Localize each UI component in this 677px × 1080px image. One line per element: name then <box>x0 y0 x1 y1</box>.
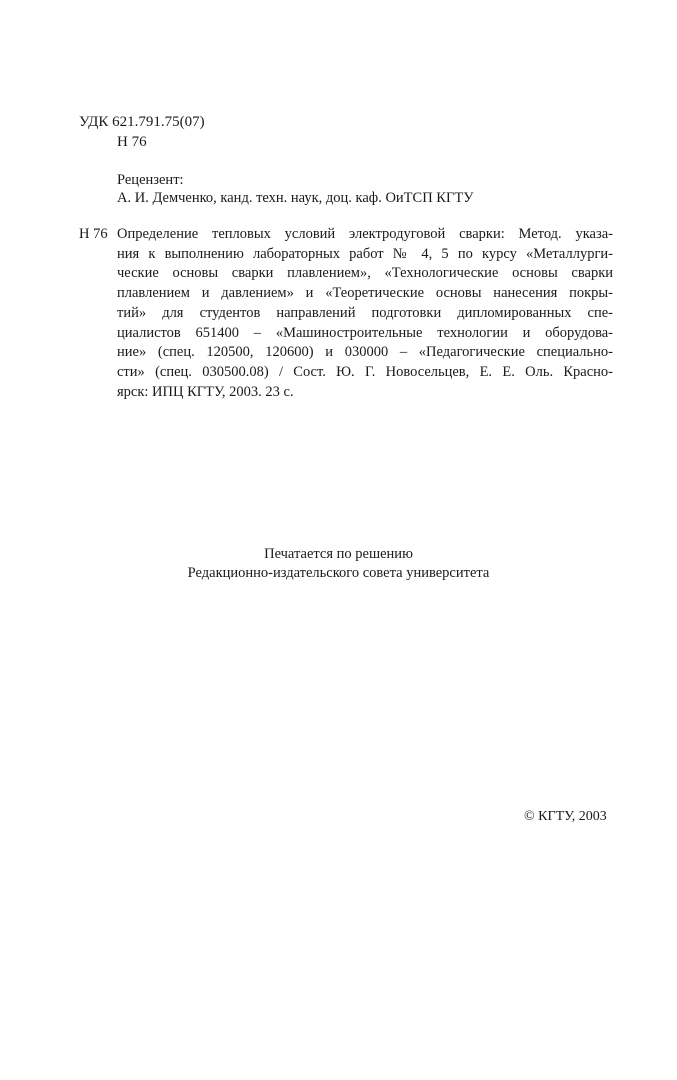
copyright-notice: © КГТУ, 2003 <box>524 809 607 824</box>
entry-line: ческие основы сварки плавлением», «Технологические основы сварки <box>117 265 613 282</box>
entry-line: ярск: ИПЦ КГТУ, 2003. 23 с. <box>117 383 294 400</box>
entry-author-mark: Н 76 <box>79 226 108 242</box>
reviewer-label: Рецензент: <box>117 172 184 188</box>
bibliographic-entry <box>117 225 613 402</box>
entry-line: сти» (спец. 030500.08) / Сост. Ю. Г. Новосельцев, Е. Е. Оль. Красно- <box>117 363 613 380</box>
entry-line: плавлением и давлением» и «Теоретические основы нанесения покры- <box>117 285 613 302</box>
entry-line: тий» для студентов направлений подготовки дипломированных спе- <box>117 304 613 321</box>
entry-line: ния к выполнению лабораторных работ № 4, 5 по курсу «Металлурги- <box>117 245 613 262</box>
reviewer-name: А. И. Демченко, канд. техн. наук, доц. каф. ОиТСП КГТУ <box>117 190 474 206</box>
author-mark-code: Н 76 <box>117 134 147 150</box>
approval-line-2: Редакционно-издательского совета университета <box>187 565 490 581</box>
approval-line-1: Печатается по решению <box>264 546 413 562</box>
udk-classification: УДК 621.791.75(07) <box>79 114 205 130</box>
entry-line: циалистов 651400 – «Машиностроительные технологии и оборудова- <box>117 324 613 341</box>
entry-line: Определение тепловых условий электродуговой сварки: Метод. указа- <box>117 226 613 242</box>
entry-line: ние» (спец. 120500, 120600) и 030000 – «Педагогические специально- <box>117 344 613 361</box>
